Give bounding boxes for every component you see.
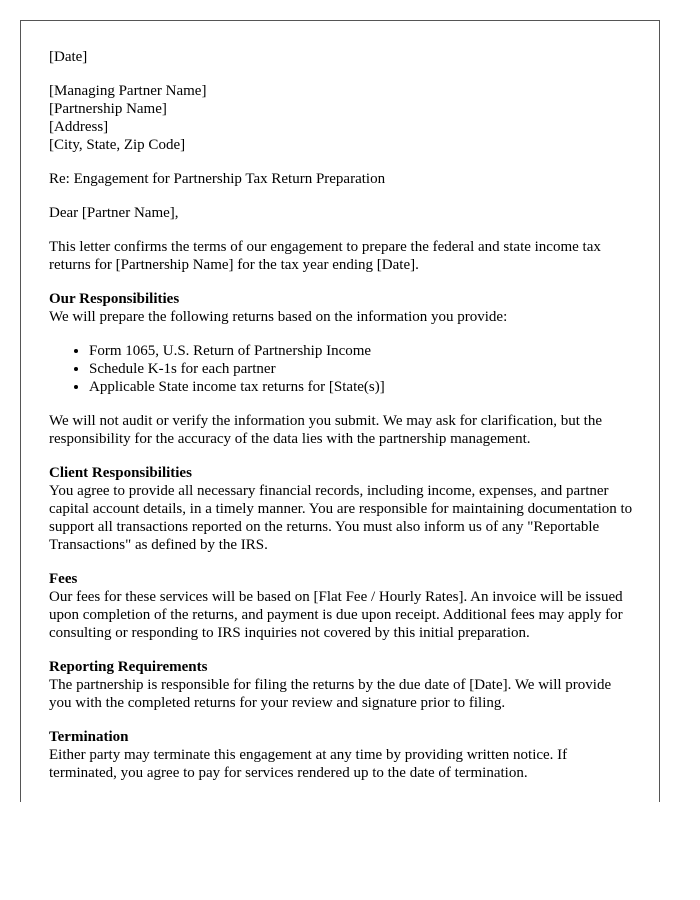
section-client-responsibilities <box>49 464 634 554</box>
section-heading: Termination <box>49 729 129 745</box>
section-heading: Our Responsibilities <box>49 291 180 307</box>
list-item: • Schedule K-1s for each partner <box>89 360 634 378</box>
salutation: Dear [Partner Name], <box>49 205 179 221</box>
recipient-address <box>49 82 634 154</box>
section-text: The partnership is responsible for filing the returns by the due date of [Date]. We will provide you with the completed returns for your review and signature prior to filing. <box>49 677 612 711</box>
section-text: You agree to provide all necessary financial records, including income, expenses, and partner capital account details, in a timely manner. You are responsible for maintaining documentation to support all transactions reported on the returns. You must also inform us of any "Reportable Transactions" as defined by the IRS. <box>49 483 633 553</box>
intro-paragraph: This letter confirms the terms of our engagement to prepare the federal and state income tax returns for [Partnership Name] for the tax year ending [Date]. <box>49 239 601 273</box>
section-heading: Reporting Requirements <box>49 659 208 675</box>
section-note: We will not audit or verify the information you submit. We may ask for clarification, but the responsibility for the accuracy of the data lies with the partnership management. <box>49 413 603 447</box>
address-line: [Partnership Name] <box>49 101 167 117</box>
letter-content <box>49 48 634 782</box>
list-item: • Form 1065, U.S. Return of Partnership Income <box>89 342 634 360</box>
section-text: We will prepare the following returns based on the information you provide: <box>49 309 508 325</box>
section-heading: Client Responsibilities <box>49 465 192 481</box>
section-our-responsibilities <box>49 290 634 448</box>
subject-line: Re: Engagement for Partnership Tax Return Preparation <box>49 171 386 187</box>
letter-page <box>20 20 660 802</box>
section-text: Either party may terminate this engagement at any time by providing written notice. If terminated, you agree to pay for services rendered up to the date of termination. <box>49 747 568 781</box>
section-text: Our fees for these services will be based on [Flat Fee / Hourly Rates]. An invoice will be issued upon completion of the returns, and payment is due upon receipt. Additional fees may apply for consulting or responding to IRS inquiries not covered by this initial preparation. <box>49 589 623 641</box>
list-item: • Applicable State income tax returns for [State(s)] <box>89 378 634 396</box>
section-termination <box>49 728 634 782</box>
address-line: [Address] <box>49 119 109 135</box>
returns-list <box>49 342 634 396</box>
section-fees <box>49 570 634 642</box>
section-heading: Fees <box>49 571 78 587</box>
address-line: [Managing Partner Name] <box>49 83 207 99</box>
address-line: [City, State, Zip Code] <box>49 137 186 153</box>
letter-date: [Date] <box>49 49 88 65</box>
section-reporting <box>49 658 634 712</box>
